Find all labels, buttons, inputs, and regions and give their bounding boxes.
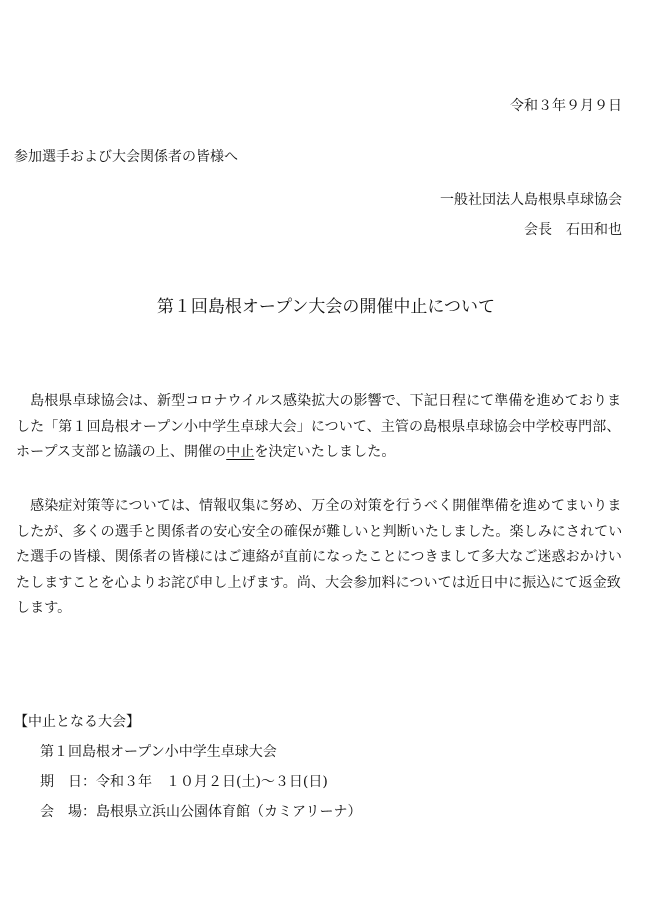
paragraph-cancellation-notice <box>16 389 636 466</box>
paragraph-line <box>16 440 636 466</box>
paragraph-line: たしますことを心よりお詫び申し上げます。尚、大会参加料については近日中に振込にて返金致 <box>16 574 621 591</box>
event-venue: 会 場：島根県立浜山公園体育館（カミアリーナ） <box>40 804 362 820</box>
document-title: 第１回島根オープン大会の開催中止について <box>156 297 496 317</box>
paragraph-line: 感染症対策等については、情報収集に努め、万全の対策を行うべく開催準備を進めてまいりま <box>16 498 622 514</box>
paragraph-line: したが、多くの選手と関係者の安心安全の確保が難しいと判断いたしました。楽しみにされてい <box>16 523 623 540</box>
text-fragment: を決定いたしました。 <box>254 444 396 460</box>
document-date: 令和３年９月９日 <box>510 98 622 114</box>
paragraph-line: した「第１回島根オープン小中学生卓球大会」について、主管の島根県卓球協会中学校専門部、 <box>16 418 621 435</box>
event-section-heading: 【中止となる大会】 <box>14 714 140 730</box>
paragraph-apology <box>16 494 636 622</box>
paragraph-line: 島根県卓球協会は、新型コロナウイルス感染拡大の影響で、下記日程にて準備を進めておりま <box>16 393 622 409</box>
paragraph-line: た選手の皆様、関係者の皆様にはご連絡が直前になったことにつきまして多大なご迷惑おかけい <box>16 549 623 565</box>
text-fragment: ホープス支部と協議の上、開催の <box>16 444 227 460</box>
issuing-organization: 一般社団法人島根県卓球協会 <box>440 192 622 208</box>
signatory: 会長 石田和也 <box>524 222 622 238</box>
paragraph-line: します。 <box>16 600 72 616</box>
recipient-line: 参加選手および大会関係者の皆様へ <box>14 149 238 165</box>
emphasized-cancellation: 中止 <box>226 444 255 460</box>
event-date: 期 日：令和３年 １０月２日(土)～３日(日) <box>40 774 328 790</box>
event-name: 第１回島根オープン小中学生卓球大会 <box>40 744 277 760</box>
